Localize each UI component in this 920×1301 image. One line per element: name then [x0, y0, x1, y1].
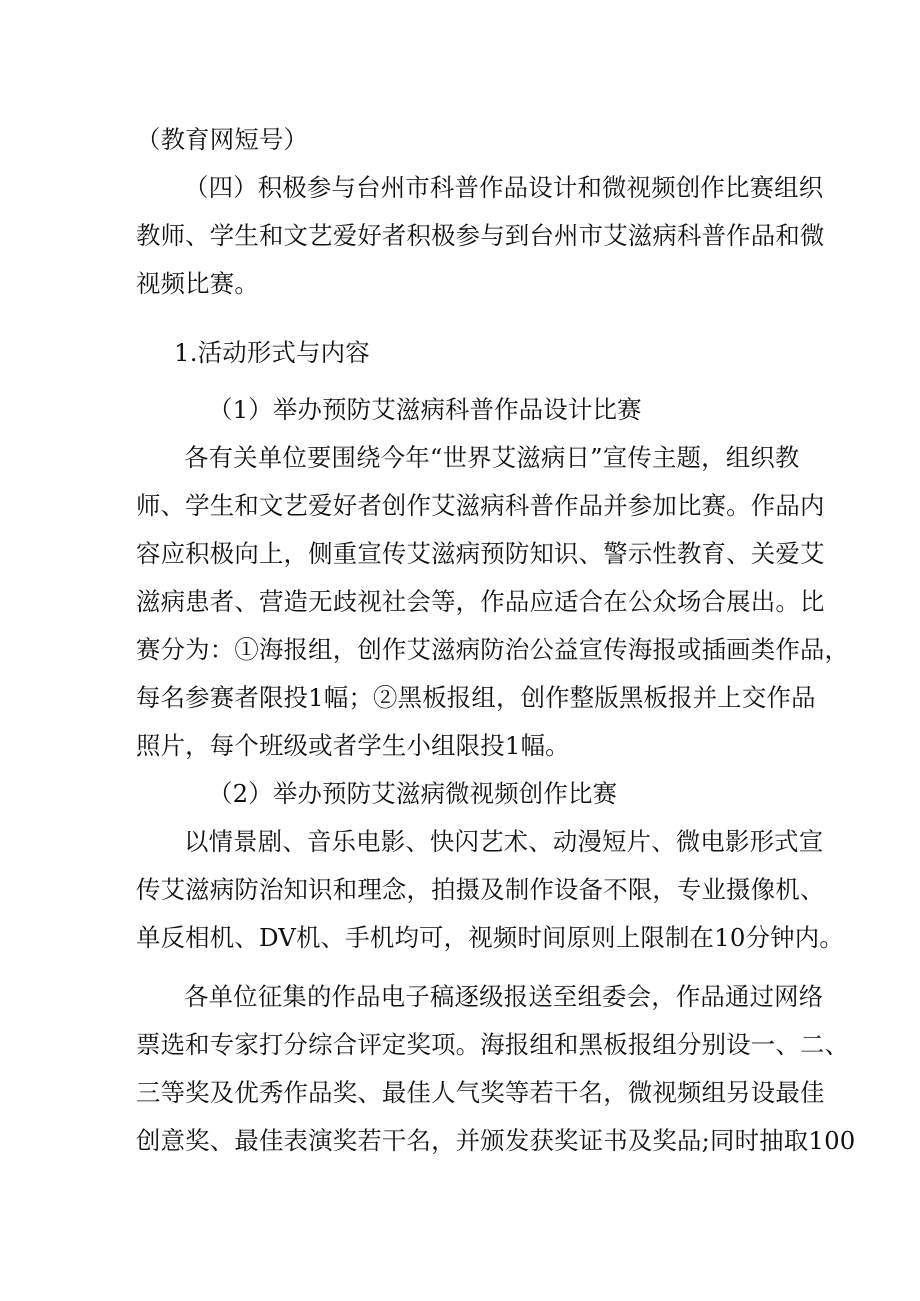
paragraph-line: 滋病患者、营造无歧视社会等，作品应适合在公众场合展出。比 [136, 587, 825, 616]
paragraph-line: 赛分为：①海报组，创作艾滋病防治公益宣传海报或插画类作品， [136, 635, 850, 664]
paragraph-line: 师、学生和文艺爱好者创作艾滋病科普作品并参加比赛。作品内 [136, 491, 825, 520]
paragraph-line: 三等奖及优秀作品奖、最佳人气奖等若干名，微视频组另设最佳 [136, 1078, 825, 1107]
paragraph-line: 容应积极向上，侧重宣传艾滋病预防知识、警示性教育、关爱艾 [136, 539, 825, 568]
item-heading-1: （1）举办预防艾滋病科普作品设计比赛 [208, 395, 642, 424]
contact-note: （教育网短号） [136, 125, 309, 154]
subsection-heading-1: 1.活动形式与内容 [174, 338, 370, 367]
paragraph-line: 每名参赛者限投1幅；②黑板报组，创作整版黑板报并上交作品 [136, 683, 816, 712]
paragraph-line: 创意奖、最佳表演奖若干名，并颁发获奖证书及奖品;同时抽取100 [136, 1126, 856, 1155]
paragraph-line: 单反相机、DV机、手机均可，视频时间原则上限制在10分钟内。 [136, 923, 844, 952]
paragraph-line: 传艾滋病防治知识和理念，拍摄及制作设备不限，专业摄像机、 [136, 875, 825, 904]
item-heading-2: （2）举办预防艾滋病微视频创作比赛 [208, 779, 618, 808]
paragraph-line: 以情景剧、音乐电影、快闪艺术、动漫短片、微电影形式宣 [184, 827, 824, 856]
section-heading-4: （四）积极参与台州市科普作品设计和微视频创作比赛组织 [184, 173, 824, 202]
paragraph-line: 照片，每个班级或者学生小组限投1幅。 [136, 731, 570, 760]
paragraph-line: 各单位征集的作品电子稿逐级报送至组委会，作品通过网络 [184, 982, 824, 1011]
paragraph-line: 票选和专家打分综合评定奖项。海报组和黑板报组分别设一、二、 [136, 1030, 850, 1059]
paragraph-line: 各有关单位要围绕今年“世界艾滋病日”宣传主题，组织教 [184, 443, 800, 472]
paragraph-line: 教师、学生和文艺爱好者积极参与到台州市艾滋病科普作品和微 [136, 221, 825, 250]
paragraph-line: 视频比赛。 [136, 269, 259, 298]
